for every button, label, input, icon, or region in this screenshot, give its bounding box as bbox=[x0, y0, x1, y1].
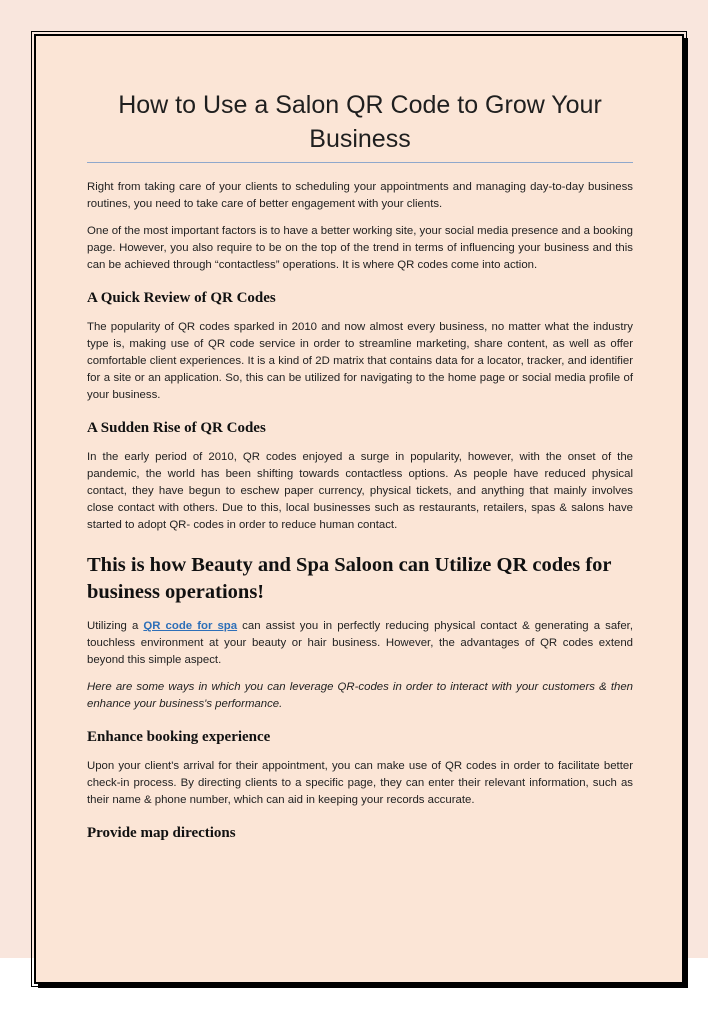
section-paragraph-booking: Upon your client's arrival for their appointment, you can make use of QR codes in order to facilitate better check-in process. By directing clients to a specific page, they can enter their relevant information, such as their name & phone number, which can aid in keeping your records accurate. bbox=[87, 760, 633, 806]
section-paragraph-quick-review: The popularity of QR codes sparked in 2010 and now almost every business, no matter what the industry type is, making use of QR code service in order to streamline marketing, share content, as well as offer comfortable client experiences. It is a kind of 2D matrix that contains data for a locator, tracker, and identifier for a site or an application. So, this can be utilized for navigating to the home page or social media profile of your business. bbox=[87, 321, 633, 401]
section-paragraph-ways: Here are some ways in which you can leverage QR-codes in order to interact with your customers & then enhance your business's performance. bbox=[87, 681, 633, 710]
section-heading-sudden-rise: A Sudden Rise of QR Codes bbox=[87, 420, 266, 436]
section-paragraph-utilizing bbox=[87, 618, 633, 669]
section-heading-quick-review: A Quick Review of QR Codes bbox=[87, 290, 276, 306]
qr-code-for-spa-link[interactable]: QR code for spa bbox=[143, 620, 238, 632]
section-paragraph-sudden-rise: In the early period of 2010, QR codes enjoyed a surge in popularity, however, with the onset of the pandemic, the world has been shifting towards contactless options. As people have reduced physical contact, they have begun to eschew paper currency, physical tickets, and anything that mainly involves close contact with others. Due to this, local businesses such as restaurants, retailers, spas & salons have started to adopt QR- codes in order to reduce human contact. bbox=[87, 451, 633, 531]
utilizing-text-before: Utilizing a bbox=[87, 620, 144, 632]
document-content bbox=[87, 88, 633, 854]
intro-paragraph-2: One of the most important factors is to have a better working site, your social media presence and a booking page. However, you also require to be on the top of the trend in terms of influencing your business and this can be achieved through “contactless” operations. It is where QR codes come into action. bbox=[87, 225, 633, 271]
section-heading-booking: Enhance booking experience bbox=[87, 729, 271, 745]
section-heading-map-directions: Provide map directions bbox=[87, 825, 236, 841]
section-heading-beauty-spa: This is how Beauty and Spa Saloon can Utilize QR codes for business operations! bbox=[87, 554, 612, 603]
page-title: How to Use a Salon QR Code to Grow Your Business bbox=[118, 91, 602, 153]
intro-paragraph-1: Right from taking care of your clients to scheduling your appointments and managing day-to-day business routines, you need to take care of better engagement with your clients. bbox=[87, 181, 633, 210]
title-divider bbox=[87, 162, 633, 163]
utilizing-text-after: can assist you in perfectly reducing physical contact & generating a safer, touchless environment at your beauty or hair business. However, the advantages of QR codes extend beyond this simple aspect. bbox=[87, 620, 633, 666]
